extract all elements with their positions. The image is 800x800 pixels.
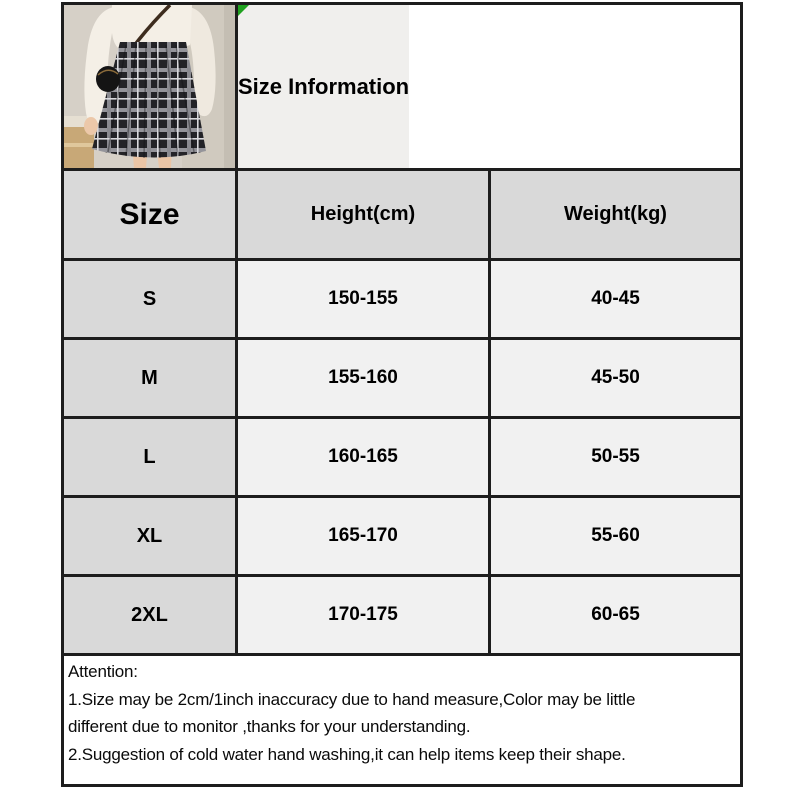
attention-section [64, 653, 740, 784]
attention-text [64, 656, 740, 774]
top-section [64, 5, 740, 168]
attention-line: different due to monitor ,thanks for your understanding. [68, 717, 471, 736]
corner-flag-icon [238, 5, 249, 16]
weight-cell: 60-65 [488, 577, 740, 653]
height-cell: 165-170 [235, 498, 488, 574]
height-cell: 155-160 [235, 340, 488, 416]
size-cell: S [64, 261, 235, 337]
size-cell: XL [64, 498, 235, 574]
height-cell: 150-155 [235, 261, 488, 337]
column-header-weight: Weight(kg) [488, 171, 740, 258]
weight-cell: 45-50 [488, 340, 740, 416]
table-row [64, 495, 740, 574]
size-cell: M [64, 340, 235, 416]
title-banner [235, 5, 409, 168]
attention-line: 1.Size may be 2cm/1inch inaccuracy due to hand measure,Color may be little [68, 689, 636, 709]
page-title: Size Information [238, 73, 410, 99]
table-row [64, 416, 740, 495]
product-photo-illustration [64, 5, 235, 168]
height-cell: 160-165 [235, 419, 488, 495]
size-cell: L [64, 419, 235, 495]
column-header-height: Height(cm) [235, 171, 488, 258]
weight-cell: 40-45 [488, 261, 740, 337]
attention-line: Attention: [68, 662, 138, 681]
table-row [64, 258, 740, 337]
table-row [64, 574, 740, 653]
weight-cell: 55-60 [488, 498, 740, 574]
table-header-row [64, 168, 740, 258]
photo-bag [96, 66, 120, 92]
weight-cell: 50-55 [488, 419, 740, 495]
product-photo [64, 5, 235, 168]
column-header-size: Size [64, 171, 235, 258]
height-cell: 170-175 [235, 577, 488, 653]
size-chart-sheet [61, 2, 743, 787]
size-cell: 2XL [64, 577, 235, 653]
attention-line: 2.Suggestion of cold water hand washing,it can help items keep their shape. [68, 744, 626, 764]
photo-hand [84, 117, 98, 135]
table-row [64, 337, 740, 416]
